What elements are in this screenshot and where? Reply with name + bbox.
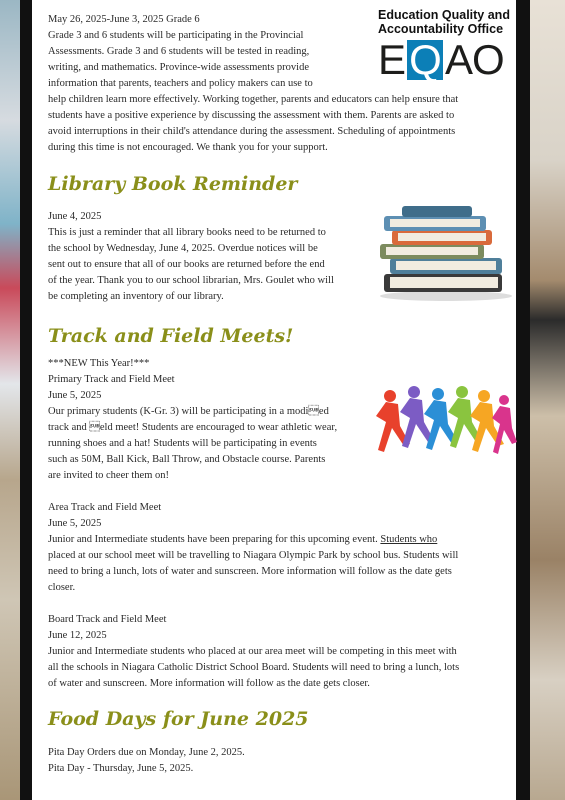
area-meet-date: June 5, 2025 <box>48 518 102 529</box>
library-heading: Library Book Reminder <box>48 173 298 195</box>
track-heading: Track and Field Meets! <box>48 325 294 347</box>
eqao-line: writing, and mathematics. Province-wide assessments provide <box>48 62 309 73</box>
eqao-logo-line2: Accountability Office <box>378 22 504 36</box>
primary-line: Our primary students (K-Gr. 3) will be participating in a modied <box>48 406 329 417</box>
library-line: be completing an inventory of our library. <box>48 291 224 302</box>
eqao-logo-line1: Education Quality and <box>378 8 510 22</box>
area-underlined-text: Students who <box>380 534 438 545</box>
page-border-right <box>516 0 530 800</box>
library-line: the school by Wednesday, June 4, 2025. Overdue notices will be <box>48 243 318 254</box>
primary-line: such as 50M, Ball Kick, Ball Throw, and Obstacle course. Parents <box>48 454 326 465</box>
page-border-left <box>20 0 32 800</box>
area-meet-title: Area Track and Field Meet <box>48 502 162 513</box>
newsletter-page <box>32 0 516 800</box>
library-date: June 4, 2025 <box>48 211 102 222</box>
track-new: ***NEW This Year!*** <box>48 358 150 369</box>
area-line: closer. <box>48 582 76 593</box>
food-heading: Food Days for June 2025 <box>48 708 309 730</box>
area-text: Junior and Intermediate students have been preparing for this upcoming event. <box>48 534 381 545</box>
board-meet-title: Board Track and Field Meet <box>48 614 167 625</box>
eqao-line: Grade 3 and 6 students will be participating in the Provincial <box>48 30 304 41</box>
food-line: Pita Day - Thursday, June 5, 2025. <box>48 763 194 774</box>
eqao-logo-mark: E Q AO <box>378 36 504 83</box>
runners-illustration <box>376 382 518 468</box>
eqao-line: students have a positive experience by discussing the assessment with them. Parents are asked to <box>48 110 455 121</box>
board-meet-date: June 12, 2025 <box>48 630 107 641</box>
primary-meet-title: Primary Track and Field Meet <box>48 374 175 385</box>
library-line: of the year. Thank you to our school librarian, Mrs. Goulet who will <box>48 275 334 286</box>
board-line: all the schools in Niagara Catholic District School Board. Students will need to bring a lunch, lots <box>48 662 460 673</box>
book-stack-illustration <box>376 204 518 302</box>
eqao-line: during this time is not encouraged. We thank you for your support. <box>48 142 328 153</box>
eqao-line: help children learn more effectively. Working together, parents and educators can help ensure that <box>48 94 459 105</box>
food-line: Pita Day Orders due on Monday, June 2, 2025. <box>48 747 245 758</box>
board-line: of water and sunscreen. More information will follow as the date gets closer. <box>48 678 370 689</box>
library-line: This is just a reminder that all library books need to be returned to <box>48 227 326 238</box>
eqao-line: Assessments. Grade 3 and 6 students will be tested in reading, <box>48 46 310 57</box>
eqao-dates: May 26, 2025-June 3, 2025 Grade 6 <box>48 14 200 25</box>
library-line: sent out to ensure that all of our books are returned before the end <box>48 259 325 270</box>
area-line <box>48 532 437 548</box>
background-left <box>0 0 20 800</box>
eqao-logo <box>378 8 518 83</box>
eqao-line: avoid interruptions in their child's attendance during the assessment. Scheduling of appointments <box>48 126 456 137</box>
primary-line: track and eld meet! Students are encouraged to wear athletic wear, <box>48 422 338 433</box>
primary-meet-date: June 5, 2025 <box>48 390 102 401</box>
eqao-line: information that parents, teachers and policy makers can use to <box>48 78 313 89</box>
primary-line: are invited to cheer them on! <box>48 470 169 481</box>
area-line: placed at our school meet will be travelling to Niagara Olympic Park by school bus. Students will <box>48 550 459 561</box>
primary-line: running shoes and a hat! Students will be participating in events <box>48 438 317 449</box>
area-line: need to bring a lunch, lots of water and sunscreen. More information will follow as the date gets <box>48 566 452 577</box>
board-line: Junior and Intermediate students who placed at our area meet will be competing in this meet with <box>48 646 457 657</box>
background-right <box>530 0 565 800</box>
